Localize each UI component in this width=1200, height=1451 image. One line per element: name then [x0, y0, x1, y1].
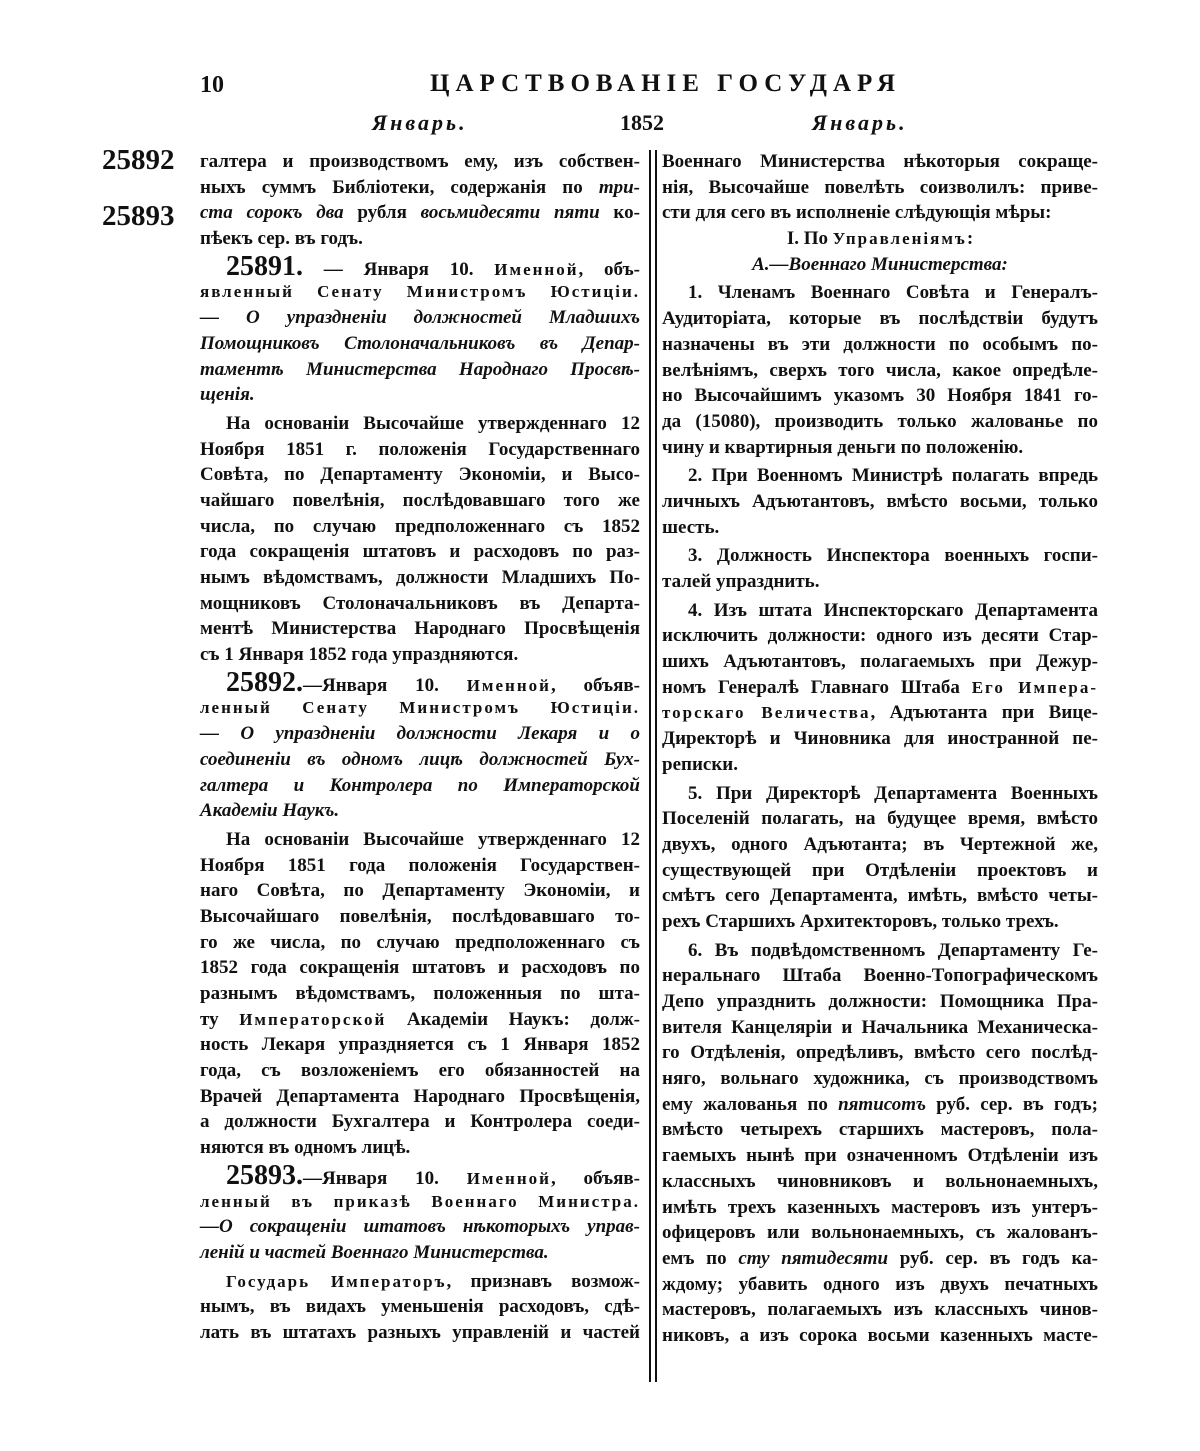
text-segment: лать въ штатахъ разныхъ управленій и частей: [200, 1321, 640, 1343]
month-right: Январь.: [812, 110, 908, 135]
column-divider: [649, 150, 651, 1382]
text-line: [200, 878, 640, 904]
text-line: [662, 1169, 1098, 1195]
text-segment: смѣтъ сего Департамента, имѣть, вмѣсто четы-: [662, 885, 1098, 907]
text-segment: ныхъ суммъ Библіотеки, содержанія по: [200, 176, 599, 198]
text-segment-spaced: Императорской: [239, 1009, 387, 1029]
text-line: [200, 462, 640, 488]
text-segment: го же числа, по случаю предположеннаго съ: [200, 931, 640, 953]
text-segment: , Адъютанта при Вице-: [870, 702, 1098, 724]
text-segment: вителя Канцеляріи и Начальника Механическа-: [662, 1016, 1098, 1038]
text-segment: вмѣсто четырехъ старшихъ мастеровъ, пола-: [662, 1119, 1098, 1141]
paragraph: [662, 938, 1098, 1349]
text-line: [662, 226, 1098, 252]
text-line: [200, 1240, 640, 1266]
text-segment-italic: сту пятидесяти: [738, 1247, 889, 1269]
right-column: [662, 149, 1098, 1349]
text-segment: 5. При Директорѣ Департамента Военныхъ: [688, 782, 1098, 804]
text-segment: 1852 года сокращенія штатовъ и расходовъ по: [200, 957, 640, 979]
text-segment-spaced: Государь Императоръ: [226, 1271, 447, 1291]
text-segment: Ноября 1851 г. положенія Государственнаго: [200, 438, 640, 460]
text-line: [662, 543, 1098, 569]
text-line: [662, 383, 1098, 409]
text-line: [662, 358, 1098, 384]
text-line: [200, 1320, 640, 1346]
text-segment: года сокращенія штатовъ и расходовъ по раз-: [200, 541, 640, 563]
text-line: [662, 569, 1098, 595]
text-line: [200, 488, 640, 514]
text-segment: Совѣта, по Департаменту Экономіи, и Высо-: [200, 464, 640, 486]
text-line: [200, 226, 640, 252]
text-segment: рехъ Старшихъ Архитекторовъ, только трехъ.: [662, 910, 1059, 932]
paragraph: [662, 463, 1098, 540]
text-segment-italic: леній и частей Военнаго Министерства.: [200, 1241, 549, 1263]
text-segment-spaced: Его Импера-: [971, 677, 1098, 697]
text-segment: съ 1 Января 1852 года упраздняются.: [200, 644, 519, 666]
text-segment: :: [966, 228, 974, 250]
text-segment: го Отдѣленія, опредѣливъ, вмѣсто сего послѣд-: [662, 1042, 1098, 1064]
text-segment: номъ Генералѣ Главнаго Штаба: [662, 676, 972, 698]
text-segment: Поселеній полагать, на будущее время, вмѣсто: [662, 808, 1098, 830]
text-segment: —Января 10.: [303, 1167, 467, 1189]
text-line: [200, 798, 640, 824]
text-segment-spaced: ленный Сенату Министромъ Юстиціи.: [200, 698, 640, 718]
paragraph: [662, 280, 1098, 460]
paragraph: [200, 1269, 640, 1346]
text-line: [662, 832, 1098, 858]
paragraph: [662, 543, 1098, 594]
decree-number: 25893.: [226, 1159, 303, 1191]
text-segment: ждому; убавить одного изъ двухъ печатныхъ: [662, 1273, 1098, 1295]
text-line: [662, 252, 1098, 278]
text-line: [662, 306, 1098, 332]
text-segment-spaced: Именной: [466, 1168, 551, 1188]
text-segment: , объяв-: [550, 674, 640, 696]
text-segment: а должности Бухгалтера и Контролера соеди-: [200, 1111, 640, 1133]
text-segment: личныхъ Адъютантовъ, вмѣсто восьми, только: [662, 490, 1098, 512]
text-segment-spaced: Управленіямъ: [832, 229, 967, 249]
text-line: [200, 279, 640, 305]
text-segment: офицеровъ или вольнонаемныхъ, съ жалованъ-: [662, 1222, 1098, 1244]
text-segment-spaced: торскаго Величества: [662, 703, 871, 723]
text-segment-italic: — О упраздненіи должности Лекаря и о: [200, 723, 640, 745]
paragraph: [200, 149, 640, 252]
text-segment: сти для сего въ исполненіе слѣдующія мѣры:: [662, 202, 1052, 224]
text-line: [200, 1214, 640, 1240]
page-number: 10: [200, 72, 224, 98]
text-line: [662, 963, 1098, 989]
text-segment: , объяв-: [550, 1167, 640, 1189]
text-segment: существующей при Отдѣленіи проектовъ и: [662, 859, 1098, 881]
text-segment: Врачей Департамента Народнаго Просвѣщенія,: [200, 1085, 640, 1107]
text-segment-italic: —О сокращеніи штатовъ нѣкоторыхъ управ-: [200, 1216, 640, 1238]
month-left: Январь.: [372, 110, 468, 135]
text-line: [200, 437, 640, 463]
text-line: [662, 1015, 1098, 1041]
text-line: [200, 695, 640, 721]
text-line: [200, 955, 640, 981]
text-segment-italic: соединеніи въ одномъ лицѣ должностей Бух-: [200, 748, 640, 770]
paragraph: [662, 598, 1098, 778]
text-segment: , объ-: [578, 258, 640, 280]
text-line: [662, 598, 1098, 624]
text-segment: 2. При Военномъ Министрѣ полагать впредь: [688, 465, 1098, 487]
text-line: [662, 700, 1098, 726]
decree-number: 25892.: [226, 666, 303, 698]
text-segment: чину и квартирныя деньги по положенію.: [662, 436, 1024, 458]
text-line: [200, 981, 640, 1007]
text-segment: —Января 10.: [303, 674, 467, 696]
text-segment: шесть.: [662, 516, 720, 538]
text-line: [662, 515, 1098, 541]
text-line: [200, 539, 640, 565]
text-segment: Военнаго Министерства нѣкоторыя сокраще-: [662, 151, 1098, 172]
text-line: [662, 1297, 1098, 1323]
text-segment: никовъ, а изъ сорока восьми казенныхъ масте-: [662, 1324, 1098, 1346]
text-segment: Высочайшаго повелѣнія, послѣдовавшаго то-: [200, 905, 640, 927]
text-line: [200, 250, 640, 282]
text-line: [200, 1189, 640, 1215]
text-segment: Депо упразднить должности: Помощника Пра-: [662, 991, 1098, 1012]
text-segment-italic: восьмидесяти пяти: [420, 202, 600, 224]
text-line: [200, 382, 640, 408]
text-line: [200, 1269, 640, 1295]
text-line: [200, 565, 640, 591]
text-segment-spaced: ленный въ приказѣ Военнаго Министра.: [200, 1191, 640, 1211]
text-line: [662, 1220, 1098, 1246]
text-segment-italic: Академіи Наукъ.: [200, 800, 340, 822]
text-segment: талей упразднить.: [662, 571, 820, 592]
text-segment-italic: три-: [598, 176, 640, 198]
text-segment: — Января 10.: [303, 258, 495, 280]
text-line: [662, 675, 1098, 701]
text-line: [200, 721, 640, 747]
text-line: [662, 858, 1098, 884]
text-segment-italic: Помощниковъ Столоначальниковъ въ Депар-: [200, 332, 640, 354]
text-segment: На основаніи Высочайше утвержденнаго 12: [226, 412, 640, 434]
text-segment: пѣекъ сер. въ годъ.: [200, 228, 363, 250]
text-line: [200, 773, 640, 799]
text-line: [662, 649, 1098, 675]
text-line: [200, 1159, 640, 1191]
text-segment: мастеровъ, полагаемыхъ изъ классныхъ чинов-: [662, 1299, 1098, 1321]
text-segment: реписки.: [662, 753, 738, 775]
paragraph: [200, 827, 640, 1161]
text-segment: мощниковъ Столоначальниковъ въ Департа-: [200, 592, 640, 614]
text-line: [662, 1143, 1098, 1169]
text-line: [200, 1058, 640, 1084]
text-segment: гаемыхъ нынѣ при означенномъ Отдѣленіи изъ: [662, 1145, 1098, 1167]
text-segment: няются въ одномъ лицѣ.: [200, 1137, 411, 1159]
text-line: [200, 1294, 640, 1320]
text-line: [662, 938, 1098, 964]
text-line: [200, 591, 640, 617]
text-segment-italic: — О упраздненіи должностей Младшихъ: [200, 307, 640, 329]
text-segment: Академіи Наукъ: долж-: [386, 1008, 640, 1030]
text-line: [662, 989, 1098, 1015]
text-segment: шихъ Адъютантовъ, полагаемыхъ при Дежур-: [662, 651, 1098, 673]
text-segment-italic: галтера и Контролера по Императорской: [200, 774, 640, 796]
year: 1852: [620, 110, 664, 135]
text-segment: ность Лекаря упраздняется съ 1 Января 1852: [200, 1034, 640, 1056]
text-segment: неральнаго Штаба Военно-Топографическомъ: [662, 965, 1098, 987]
section-heading: [662, 226, 1098, 252]
text-segment: 3. Должность Инспектора военныхъ госпи-: [688, 545, 1098, 567]
text-segment: числа, по случаю предположеннаго съ 1852: [200, 515, 640, 537]
text-segment: исключить должности: одного изъ десяти Стар-: [662, 625, 1098, 647]
text-segment: Ноября 1851 года положенія Государствен-: [200, 854, 640, 876]
text-segment: 1. Членамъ Военнаго Совѣта и Генералъ-: [688, 282, 1098, 304]
text-segment: , признавъ возмож-: [446, 1270, 640, 1292]
text-line: [200, 616, 640, 642]
text-line: [200, 1109, 640, 1135]
text-line: [200, 853, 640, 879]
text-line: [662, 332, 1098, 358]
left-column: [200, 149, 640, 1346]
text-line: [200, 747, 640, 773]
text-line: [200, 642, 640, 668]
decree-heading: [200, 250, 640, 408]
text-line: [662, 883, 1098, 909]
text-line: [662, 435, 1098, 461]
text-segment-italic: ста сорокъ два: [200, 202, 344, 224]
text-line: [662, 1323, 1098, 1349]
text-segment: двухъ, одного Адъютанта; въ Чертежной же,: [662, 833, 1098, 855]
text-segment: назначены въ эти должности по особымъ по-: [662, 333, 1098, 355]
text-segment: нымъ вѣдомствамъ, должности Младшихъ По-: [200, 567, 640, 588]
text-segment: I. По: [786, 228, 833, 250]
decree-number: 25891.: [226, 250, 303, 282]
text-line: [662, 1066, 1098, 1092]
text-line: [662, 781, 1098, 807]
paragraph: [662, 149, 1098, 226]
text-segment: чайшаго повелѣнія, послѣдовавшаго того же: [200, 489, 640, 511]
text-segment-spaced: явленный Сенату Министромъ Юстиціи.: [200, 282, 640, 302]
text-line: [662, 726, 1098, 752]
text-line: [200, 1032, 640, 1058]
text-segment: ту: [200, 1008, 240, 1030]
text-segment-italic: А.—Военнаго Министерства:: [752, 253, 1008, 275]
text-segment: наго Совѣта, по Департаменту Экономіи, и: [200, 880, 640, 902]
text-line: [200, 331, 640, 357]
text-line: [200, 930, 640, 956]
text-line: [662, 623, 1098, 649]
text-segment-spaced: Именной: [494, 259, 579, 279]
text-segment: Аудиторіата, которые въ послѣдствіи будутъ: [662, 308, 1098, 330]
text-line: [200, 1007, 640, 1033]
margin-number: 25892: [102, 144, 175, 176]
text-segment: 4. Изъ штата Инспекторскаго Департамента: [688, 599, 1098, 621]
text-segment: галтера и производствомъ ему, изъ собствен-: [200, 151, 640, 172]
text-line: [662, 806, 1098, 832]
text-line: [200, 514, 640, 540]
text-line: [200, 666, 640, 698]
text-line: [662, 463, 1098, 489]
text-segment: Директорѣ и Чиновника для иностранной пе-: [662, 728, 1098, 750]
text-line: [662, 1246, 1098, 1272]
text-line: [200, 1084, 640, 1110]
text-line: [200, 175, 640, 201]
text-segment: ему жалованья по: [662, 1093, 839, 1115]
text-line: [662, 175, 1098, 201]
text-segment: няго, вольнаго художника, съ производствомъ: [662, 1068, 1098, 1090]
decree-heading: [200, 1159, 640, 1266]
text-line: [662, 1092, 1098, 1118]
text-segment: нія, Высочайше повелѣть соизволилъ: приве-: [662, 176, 1098, 198]
text-line: [662, 409, 1098, 435]
text-segment: велѣніямъ, сверхъ того числа, какое опредѣле-: [662, 359, 1098, 381]
text-segment: да (15080), производить только жалованье по: [662, 410, 1098, 432]
text-line: [662, 909, 1098, 935]
text-line: [662, 1040, 1098, 1066]
text-segment: рубля: [343, 202, 421, 224]
text-segment: 6. Въ подвѣдомственномъ Департаменту Ге-: [688, 939, 1098, 961]
text-segment: руб. сер. въ годъ;: [926, 1093, 1098, 1115]
text-line: [662, 200, 1098, 226]
column-divider: [655, 150, 657, 1382]
text-segment: На основаніи Высочайше утвержденнаго 12: [226, 828, 640, 850]
text-line: [200, 904, 640, 930]
text-line: [662, 1272, 1098, 1298]
decree-heading: [200, 666, 640, 824]
running-title: ЦАРСТВОВАНІЕ ГОСУДАРЯ: [430, 70, 902, 97]
section-heading: [662, 252, 1098, 278]
text-line: [200, 1135, 640, 1161]
text-line: [200, 200, 640, 226]
text-segment: имѣть трехъ казенныхъ мастеровъ изъ унтеръ-: [662, 1196, 1098, 1218]
text-line: [662, 1195, 1098, 1221]
paragraph: [662, 781, 1098, 935]
text-line: [200, 305, 640, 331]
text-segment-italic: таментѣ Министерства Народнаго Просвѣ-: [200, 358, 640, 380]
text-line: [662, 149, 1098, 175]
text-segment: разнымъ вѣдомствамъ, положенныя по шта-: [200, 983, 640, 1004]
text-segment: руб. сер. въ годъ ка-: [888, 1247, 1099, 1269]
text-segment: но Высочайшимъ указомъ 30 Ноября 1841 го-: [662, 385, 1098, 407]
text-segment: нымъ, въ видахъ уменьшенія расходовъ, сдѣ-: [200, 1296, 640, 1318]
text-line: [200, 411, 640, 437]
text-segment: ко-: [599, 202, 640, 224]
text-line: [200, 357, 640, 383]
text-line: [662, 1117, 1098, 1143]
text-line: [662, 280, 1098, 306]
text-line: [662, 752, 1098, 778]
text-segment: года, съ возложеніемъ его обязанностей на: [200, 1060, 640, 1082]
text-line: [200, 149, 640, 175]
text-segment-spaced: Именной: [466, 675, 551, 695]
text-line: [662, 489, 1098, 515]
text-segment: емъ по: [662, 1247, 739, 1269]
text-line: [200, 827, 640, 853]
text-segment-italic: щенія.: [200, 384, 255, 406]
text-segment: ментѣ Министерства Народнаго Просвѣщенія: [200, 618, 640, 640]
text-segment: классныхъ чиновниковъ и вольнонаемныхъ,: [662, 1170, 1098, 1192]
margin-number: 25893: [102, 200, 175, 232]
text-segment-italic: пятисотъ: [838, 1093, 927, 1115]
paragraph: [200, 411, 640, 668]
